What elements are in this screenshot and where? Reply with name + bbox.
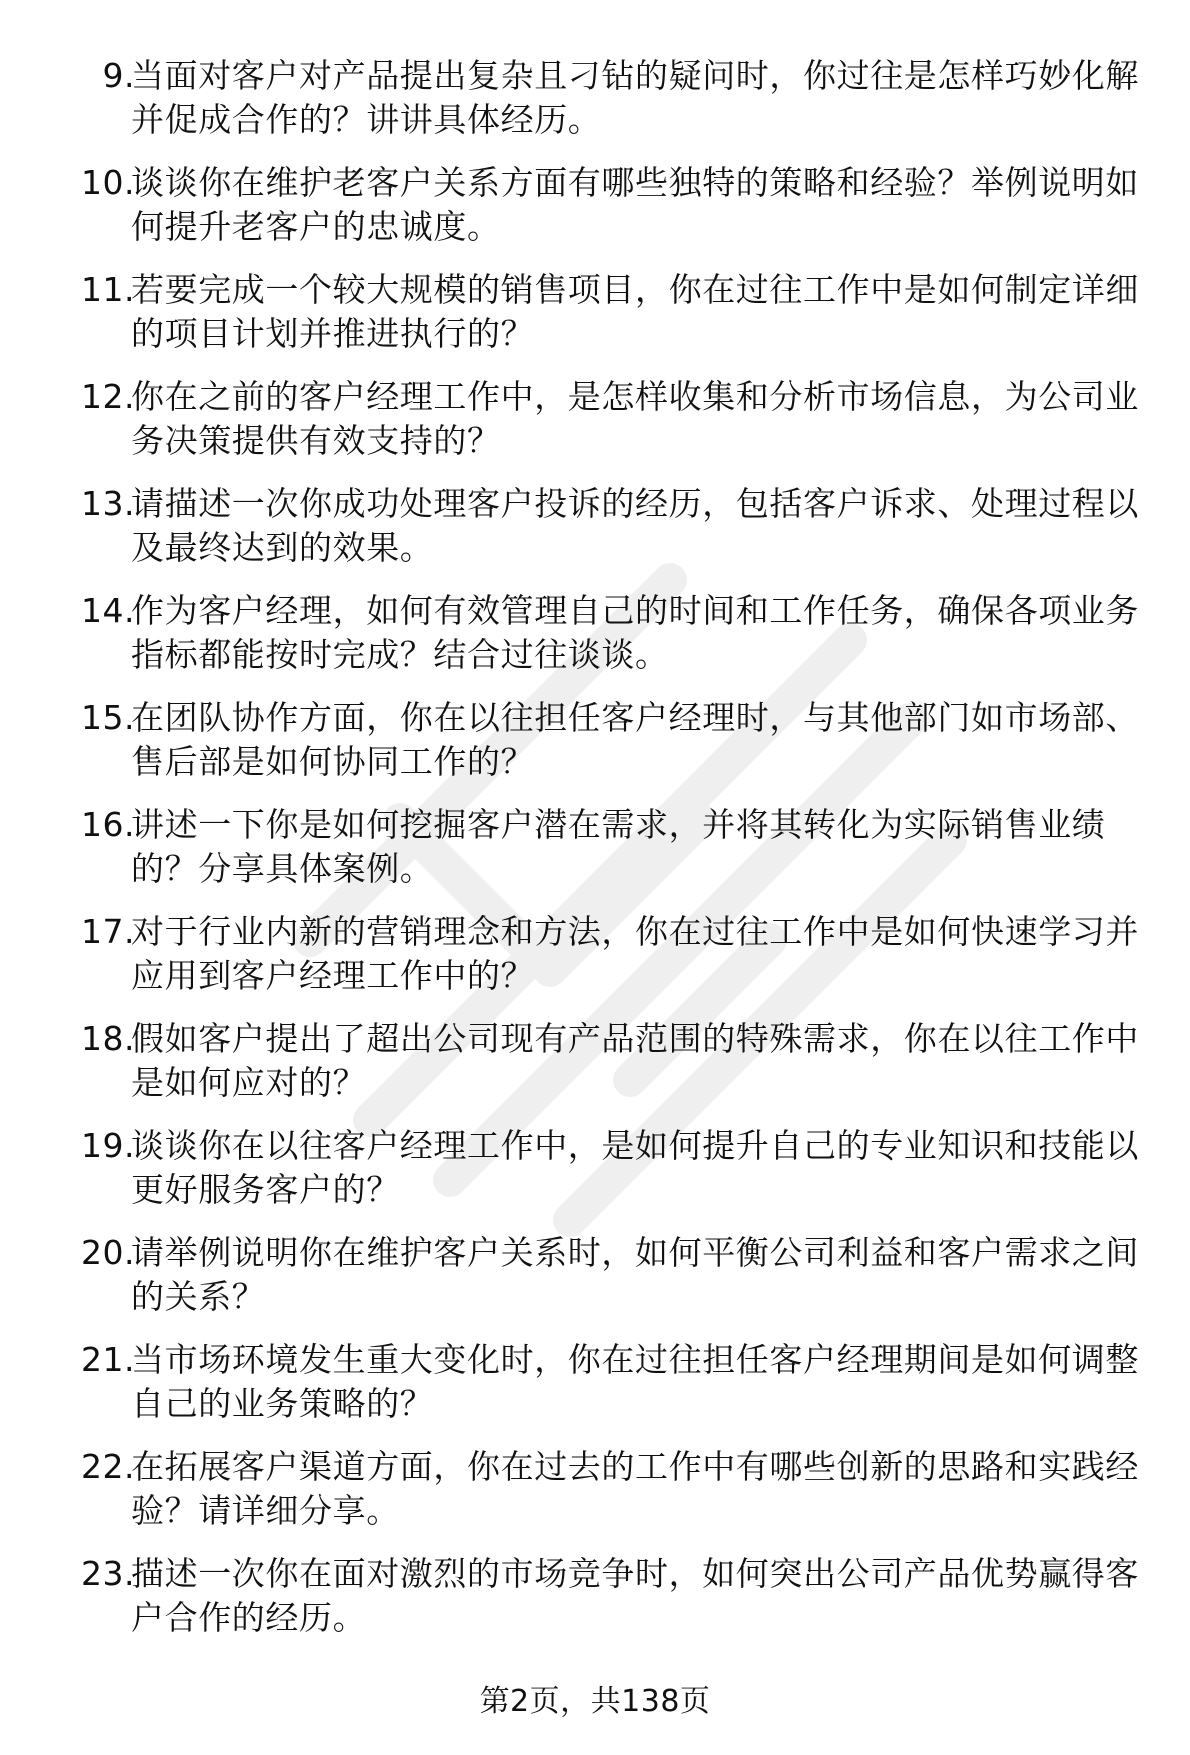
question-number: 17. <box>81 912 135 951</box>
question-item-9 <box>0 54 1190 161</box>
question-number: 9. <box>102 56 135 95</box>
question-item-13 <box>0 482 1190 589</box>
question-text: 若要完成一个较大规模的销售项目，你在过往工作中是如何制定详细的项目计划并推进执行的？ <box>131 270 1139 353</box>
question-number: 16. <box>81 805 135 844</box>
question-number: 20. <box>81 1233 135 1272</box>
question-text: 在拓展客户渠道方面，你在过去的工作中有哪些创新的思路和实践经验？请详细分享。 <box>131 1447 1139 1530</box>
question-item-22 <box>0 1445 1190 1552</box>
question-number: 13. <box>81 484 135 523</box>
question-number: 15. <box>81 698 135 737</box>
question-text: 请举例说明你在维护客户关系时，如何平衡公司利益和客户需求之间的关系？ <box>131 1233 1139 1316</box>
question-item-17 <box>0 910 1190 1017</box>
question-item-19 <box>0 1124 1190 1231</box>
question-number: 11. <box>81 270 135 309</box>
question-text: 对于行业内新的营销理念和方法，你在过往工作中是如何快速学习并应用到客户经理工作中的？ <box>131 912 1139 995</box>
question-text: 在团队协作方面，你在以往担任客户经理时，与其他部门如市场部、售后部是如何协同工作的？ <box>131 698 1139 781</box>
question-text: 当市场环境发生重大变化时，你在过往担任客户经理期间是如何调整自己的业务策略的？ <box>131 1340 1139 1423</box>
question-number: 10. <box>81 163 135 202</box>
question-item-23 <box>0 1552 1190 1659</box>
question-item-10 <box>0 161 1190 268</box>
question-number: 19. <box>81 1126 135 1165</box>
question-item-20 <box>0 1231 1190 1338</box>
question-number: 22. <box>81 1447 135 1486</box>
question-item-15 <box>0 696 1190 803</box>
question-item-16 <box>0 803 1190 910</box>
question-item-21 <box>0 1338 1190 1445</box>
question-text: 你在之前的客户经理工作中，是怎样收集和分析市场信息，为公司业务决策提供有效支持的？ <box>131 377 1139 460</box>
question-text: 请描述一次你成功处理客户投诉的经历，包括客户诉求、处理过程以及最终达到的效果。 <box>131 484 1139 567</box>
question-number: 23. <box>81 1554 135 1593</box>
question-text: 讲述一下你是如何挖掘客户潜在需求，并将其转化为实际销售业绩的？分享具体案例。 <box>131 805 1106 888</box>
question-text: 谈谈你在以往客户经理工作中，是如何提升自己的专业知识和技能以更好服务客户的？ <box>131 1126 1139 1209</box>
question-item-18 <box>0 1017 1190 1124</box>
question-text: 谈谈你在维护老客户关系方面有哪些独特的策略和经验？举例说明如何提升老客户的忠诚度。 <box>131 163 1139 246</box>
question-number: 21. <box>81 1340 135 1379</box>
question-text: 当面对客户对产品提出复杂且刁钻的疑问时，你过往是怎样巧妙化解并促成合作的？讲讲具体经历。 <box>131 56 1139 139</box>
question-text: 假如客户提出了超出公司现有产品范围的特殊需求，你在以往工作中是如何应对的？ <box>131 1019 1139 1102</box>
page-number-footer: 第2页，共138页 <box>479 1684 711 1719</box>
question-number: 14. <box>81 591 135 630</box>
question-item-12 <box>0 375 1190 482</box>
question-list <box>0 54 1190 1659</box>
question-item-11 <box>0 268 1190 375</box>
question-item-14 <box>0 589 1190 696</box>
question-number: 18. <box>81 1019 135 1058</box>
question-text: 描述一次你在面对激烈的市场竞争时，如何突出公司产品优势赢得客户合作的经历。 <box>131 1554 1139 1637</box>
question-text: 作为客户经理，如何有效管理自己的时间和工作任务，确保各项业务指标都能按时完成？结合过往谈谈。 <box>131 591 1139 674</box>
question-number: 12. <box>81 377 135 416</box>
